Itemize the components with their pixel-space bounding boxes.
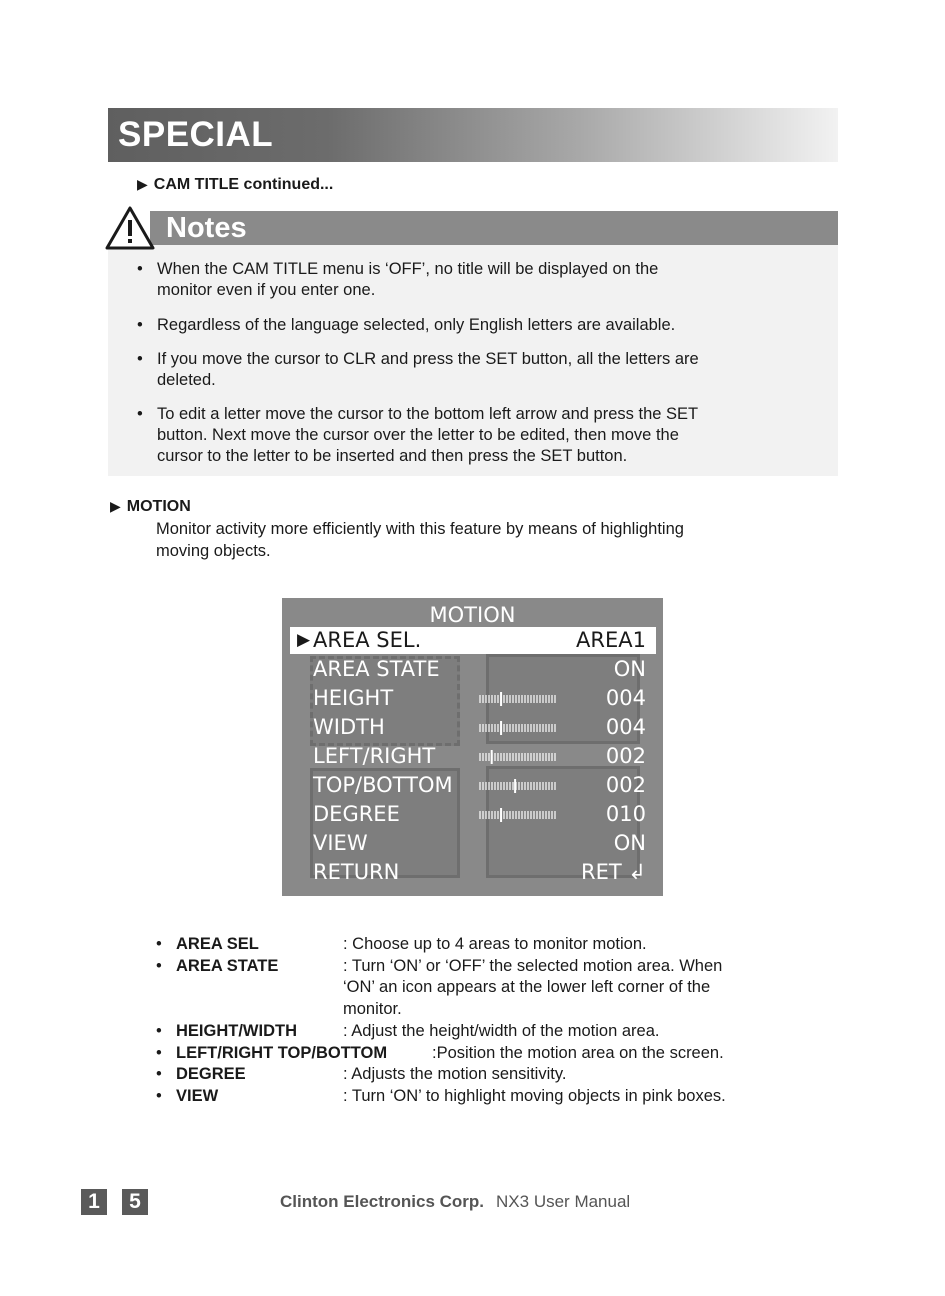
- osd-row-value: 010: [605, 802, 646, 826]
- page-title: SPECIAL: [118, 115, 274, 154]
- definition-term: HEIGHT/WIDTH: [176, 1021, 297, 1040]
- notes-header-bar: [150, 211, 838, 245]
- definition-term: AREA STATE: [176, 956, 279, 975]
- osd-row-label: LEFT/RIGHT: [313, 744, 436, 768]
- definition-area-sel: [156, 934, 856, 956]
- osd-row-label: VIEW: [313, 831, 368, 855]
- definition-term: VIEW: [176, 1086, 219, 1105]
- motion-osd-menu: [282, 598, 663, 896]
- bullet: •: [156, 1065, 162, 1084]
- definition-desc: : Adjust the height/width of the motion area.: [343, 1021, 660, 1040]
- bullet: •: [137, 405, 143, 423]
- footer-company: Clinton Electronics Corp.: [280, 1192, 485, 1211]
- osd-cursor-icon: ▶: [297, 630, 311, 650]
- osd-row-value: 004: [605, 715, 646, 739]
- osd-row[interactable]: [282, 771, 663, 800]
- osd-row-value: 002: [605, 773, 646, 797]
- page-number-digit: 1: [81, 1189, 107, 1215]
- bullet: •: [156, 956, 162, 975]
- page-number-digit: 5: [122, 1189, 148, 1215]
- bullet: •: [156, 1086, 162, 1105]
- note-item: • To edit a letter move the cursor to the bottom left arrow and press the SET button. Next move the cursor over the letter to be edited, then move the cursor to the letter to be inserted and then press the SET button.: [137, 405, 699, 465]
- bullet: •: [156, 1043, 162, 1062]
- definition-term: LEFT/RIGHT TOP/BOTTOM: [176, 1043, 388, 1062]
- play-triangle-icon: ▶: [110, 498, 121, 514]
- definition-area-state: [156, 956, 856, 1021]
- cam-title-continued-text: CAM TITLE continued...: [153, 176, 334, 193]
- osd-row[interactable]: [282, 858, 663, 887]
- note-item: • If you move the cursor to CLR and press the SET button, all the letters are deleted.: [137, 350, 699, 389]
- definition-desc: : Choose up to 4 areas to monitor motion.: [343, 935, 647, 953]
- bullet: •: [156, 1021, 162, 1040]
- osd-slider[interactable]: [479, 692, 559, 706]
- bullet: •: [156, 935, 162, 953]
- osd-slider[interactable]: [479, 750, 559, 764]
- osd-row[interactable]: [282, 742, 663, 771]
- osd-row[interactable]: [282, 684, 663, 713]
- osd-row-label: RETURN: [313, 860, 400, 884]
- osd-slider[interactable]: [479, 721, 559, 735]
- footer-manual: NX3 User Manual: [496, 1192, 631, 1211]
- osd-row[interactable]: [282, 829, 663, 858]
- osd-row-value: RET ↲: [581, 860, 646, 884]
- bullet: •: [137, 316, 143, 334]
- definition-desc: : Adjusts the motion sensitivity.: [343, 1065, 567, 1084]
- note-item: • When the CAM TITLE menu is ‘OFF’, no title will be displayed on the monitor even if you enter one.: [137, 260, 659, 299]
- osd-row[interactable]: [282, 800, 663, 829]
- osd-title: MOTION: [429, 603, 516, 627]
- osd-row[interactable]: [282, 626, 663, 655]
- definition-position: [156, 1043, 856, 1065]
- osd-row-label: WIDTH: [313, 715, 385, 739]
- osd-row[interactable]: [282, 713, 663, 742]
- osd-row[interactable]: [282, 655, 663, 684]
- osd-row-label: TOP/BOTTOM: [313, 773, 453, 797]
- osd-row-value: AREA1: [576, 628, 646, 652]
- definition-term: DEGREE: [176, 1065, 246, 1084]
- bullet: •: [137, 260, 143, 278]
- osd-row-label: AREA SEL.: [313, 628, 422, 652]
- cam-title-continued-heading: [137, 176, 333, 194]
- osd-row-label: DEGREE: [313, 802, 400, 826]
- osd-row-label: AREA STATE: [313, 657, 440, 681]
- play-triangle-icon: ▶: [137, 176, 148, 192]
- definition-list: [156, 934, 856, 1108]
- definition-degree: [156, 1064, 856, 1086]
- motion-intro-line-2: moving objects.: [156, 542, 271, 560]
- osd-row-value: 002: [605, 744, 646, 768]
- definition-view: [156, 1086, 856, 1108]
- osd-row-value: 004: [605, 686, 646, 710]
- bullet: •: [137, 350, 143, 368]
- motion-heading-text: MOTION: [126, 498, 191, 515]
- motion-heading: [110, 498, 191, 516]
- motion-intro-line-1: Monitor activity more efficiently with this feature by means of highlighting: [156, 520, 684, 538]
- footer: [280, 1192, 630, 1212]
- notes-title: Notes: [166, 212, 247, 244]
- definition-desc: :Position the motion area on the screen.: [432, 1043, 724, 1062]
- osd-slider[interactable]: [479, 779, 559, 793]
- osd-row-label: HEIGHT: [313, 686, 394, 710]
- definition-term: AREA SEL: [176, 935, 259, 953]
- osd-row-value: ON: [613, 831, 646, 855]
- warning-icon: [103, 204, 157, 252]
- definition-desc: : Turn ‘ON’ to highlight moving objects in pink boxes.: [343, 1086, 726, 1105]
- note-item: • Regardless of the language selected, only English letters are available.: [137, 316, 676, 334]
- osd-slider[interactable]: [479, 808, 559, 822]
- osd-row-value: ON: [613, 657, 646, 681]
- definition-height-width: [156, 1021, 856, 1043]
- definition-desc: : Turn ‘ON’ or ‘OFF’ the selected motion area. When ‘ON’ an icon appears at the lower left corner of the monitor.: [343, 956, 723, 1019]
